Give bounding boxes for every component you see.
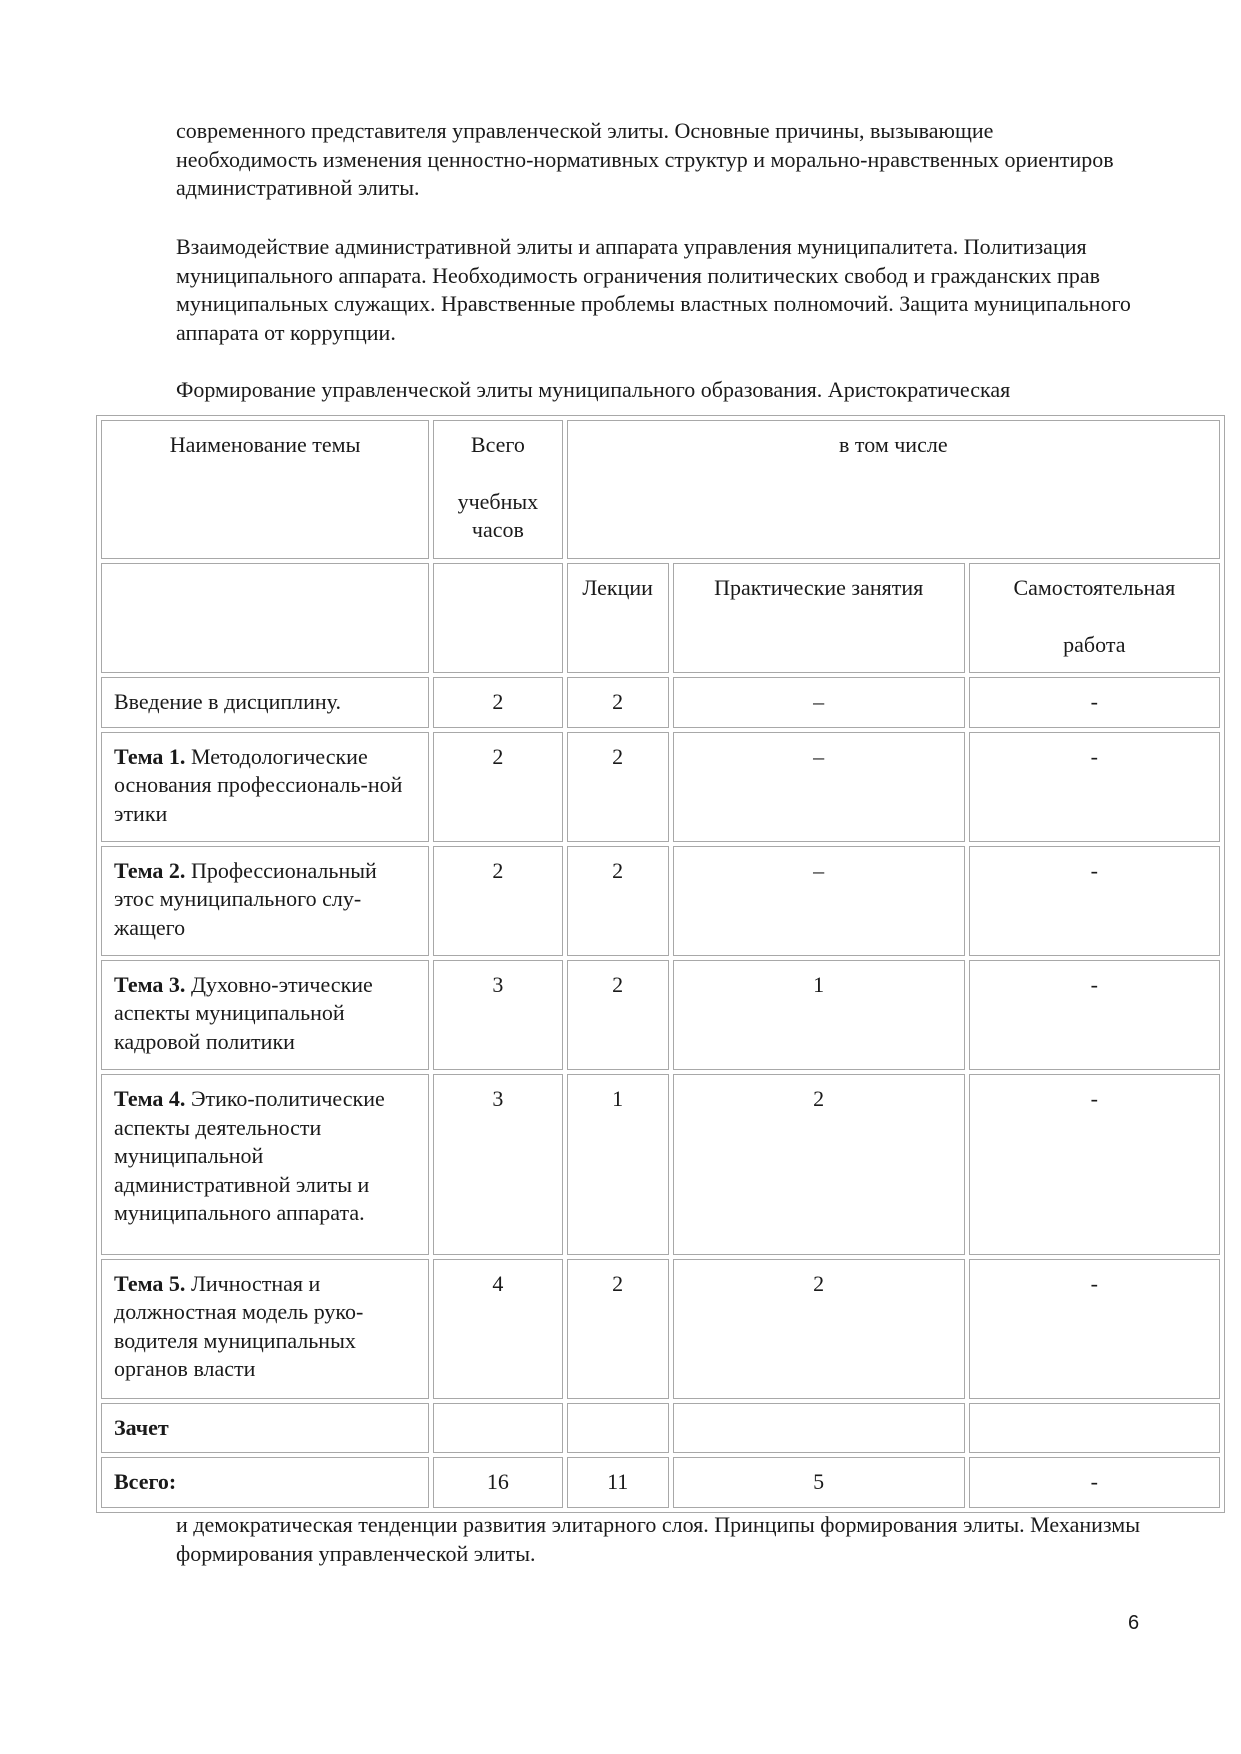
topic-cell: Введение в дисциплину.: [101, 677, 429, 728]
independent-cell: -: [969, 677, 1220, 728]
page-number: 6: [1128, 1612, 1140, 1634]
table-row: [101, 1074, 1220, 1255]
lectures-cell: 1: [567, 1074, 669, 1255]
topic-cell: Тема 1. Методологические основания профессиональ-ной этики: [101, 732, 429, 842]
table-row: [101, 846, 1220, 956]
total-cell: 2: [433, 732, 563, 842]
total-cell: 2: [433, 677, 563, 728]
credit-empty-cell: [433, 1403, 563, 1454]
lectures-cell: 2: [567, 732, 669, 842]
table-row: [101, 1259, 1220, 1399]
credit-empty-cell: [567, 1403, 669, 1454]
practical-cell: –: [673, 732, 965, 842]
independent-cell: -: [969, 1259, 1220, 1399]
table-header-row: [101, 420, 1220, 559]
subheader-empty-total: [433, 563, 563, 673]
topic-cell: Тема 2. Профессиональный этос муниципального слу-жащего: [101, 846, 429, 956]
table-row: [101, 677, 1220, 728]
header-including: в том числе: [567, 420, 1220, 559]
independent-cell: -: [969, 732, 1220, 842]
paragraph-elite-formation-end: и демократическая тенденции развития элитарного слоя. Принципы формирования элиты. Механизмы формирования управленческой элиты.: [176, 1512, 1140, 1566]
header-practical: Практические занятия: [673, 563, 965, 673]
table-subheader-row: [101, 563, 1220, 673]
lectures-cell: 2: [567, 846, 669, 956]
topic-cell: Тема 5. Личностная и должностная модель руко-водителя муниципальных органов власти: [101, 1259, 429, 1399]
total-lectures-cell: 11: [567, 1457, 669, 1508]
total-hours-cell: 16: [433, 1457, 563, 1508]
practical-cell: –: [673, 677, 965, 728]
total-cell: 3: [433, 960, 563, 1070]
practical-cell: –: [673, 846, 965, 956]
total-row: [101, 1457, 1220, 1508]
practical-cell: 1: [673, 960, 965, 1070]
credit-empty-cell: [673, 1403, 965, 1454]
practical-cell: 2: [673, 1074, 965, 1255]
lectures-cell: 2: [567, 677, 669, 728]
header-lectures: Лекции: [567, 563, 669, 673]
independent-cell: -: [969, 960, 1220, 1070]
header-total-hours: Всего учебных часов: [433, 420, 563, 559]
credit-label: Зачет: [101, 1403, 429, 1454]
paragraph-elite-values: современного представителя управленческой элиты. Основные причины, вызывающие необходимость изменения ценностно-нормативных структур и морально-нравственных ориентиров административной элиты.: [176, 118, 1114, 200]
table-row: [101, 960, 1220, 1070]
lectures-cell: 2: [567, 960, 669, 1070]
total-independent-cell: -: [969, 1457, 1220, 1508]
practical-cell: 2: [673, 1259, 965, 1399]
total-cell: 3: [433, 1074, 563, 1255]
topic-cell: Тема 3. Духовно-этические аспекты муниципальной кадровой политики: [101, 960, 429, 1070]
credit-row: [101, 1403, 1220, 1454]
paragraph-administrative-interaction: Взаимодействие административной элиты и аппарата управления муниципалитета. Политизация муниципального аппарата. Необходимость ограничения политических свобод и гражданских прав муниципальных служащих. Нравственные проблемы властных полномочий. Защита муниципального аппарата от коррупции.: [176, 234, 1131, 345]
subheader-empty-topic: [101, 563, 429, 673]
topic-cell: Тема 4. Этико-политические аспекты деятельности муниципальной административной элиты и муниципального аппарата.: [101, 1074, 429, 1255]
total-cell: 2: [433, 846, 563, 956]
independent-cell: -: [969, 1074, 1220, 1255]
total-practical-cell: 5: [673, 1457, 965, 1508]
independent-cell: -: [969, 846, 1220, 956]
credit-empty-cell: [969, 1403, 1220, 1454]
header-independent-work: Самостоятельная работа: [969, 563, 1220, 673]
paragraph-elite-formation-start: Формирование управленческой элиты муниципального образования. Аристократическая: [176, 377, 1011, 402]
course-hours-table: [96, 415, 1225, 1513]
header-topic: Наименование темы: [101, 420, 429, 559]
table-row: [101, 732, 1220, 842]
total-label: Всего:: [101, 1457, 429, 1508]
total-cell: 4: [433, 1259, 563, 1399]
lectures-cell: 2: [567, 1259, 669, 1399]
